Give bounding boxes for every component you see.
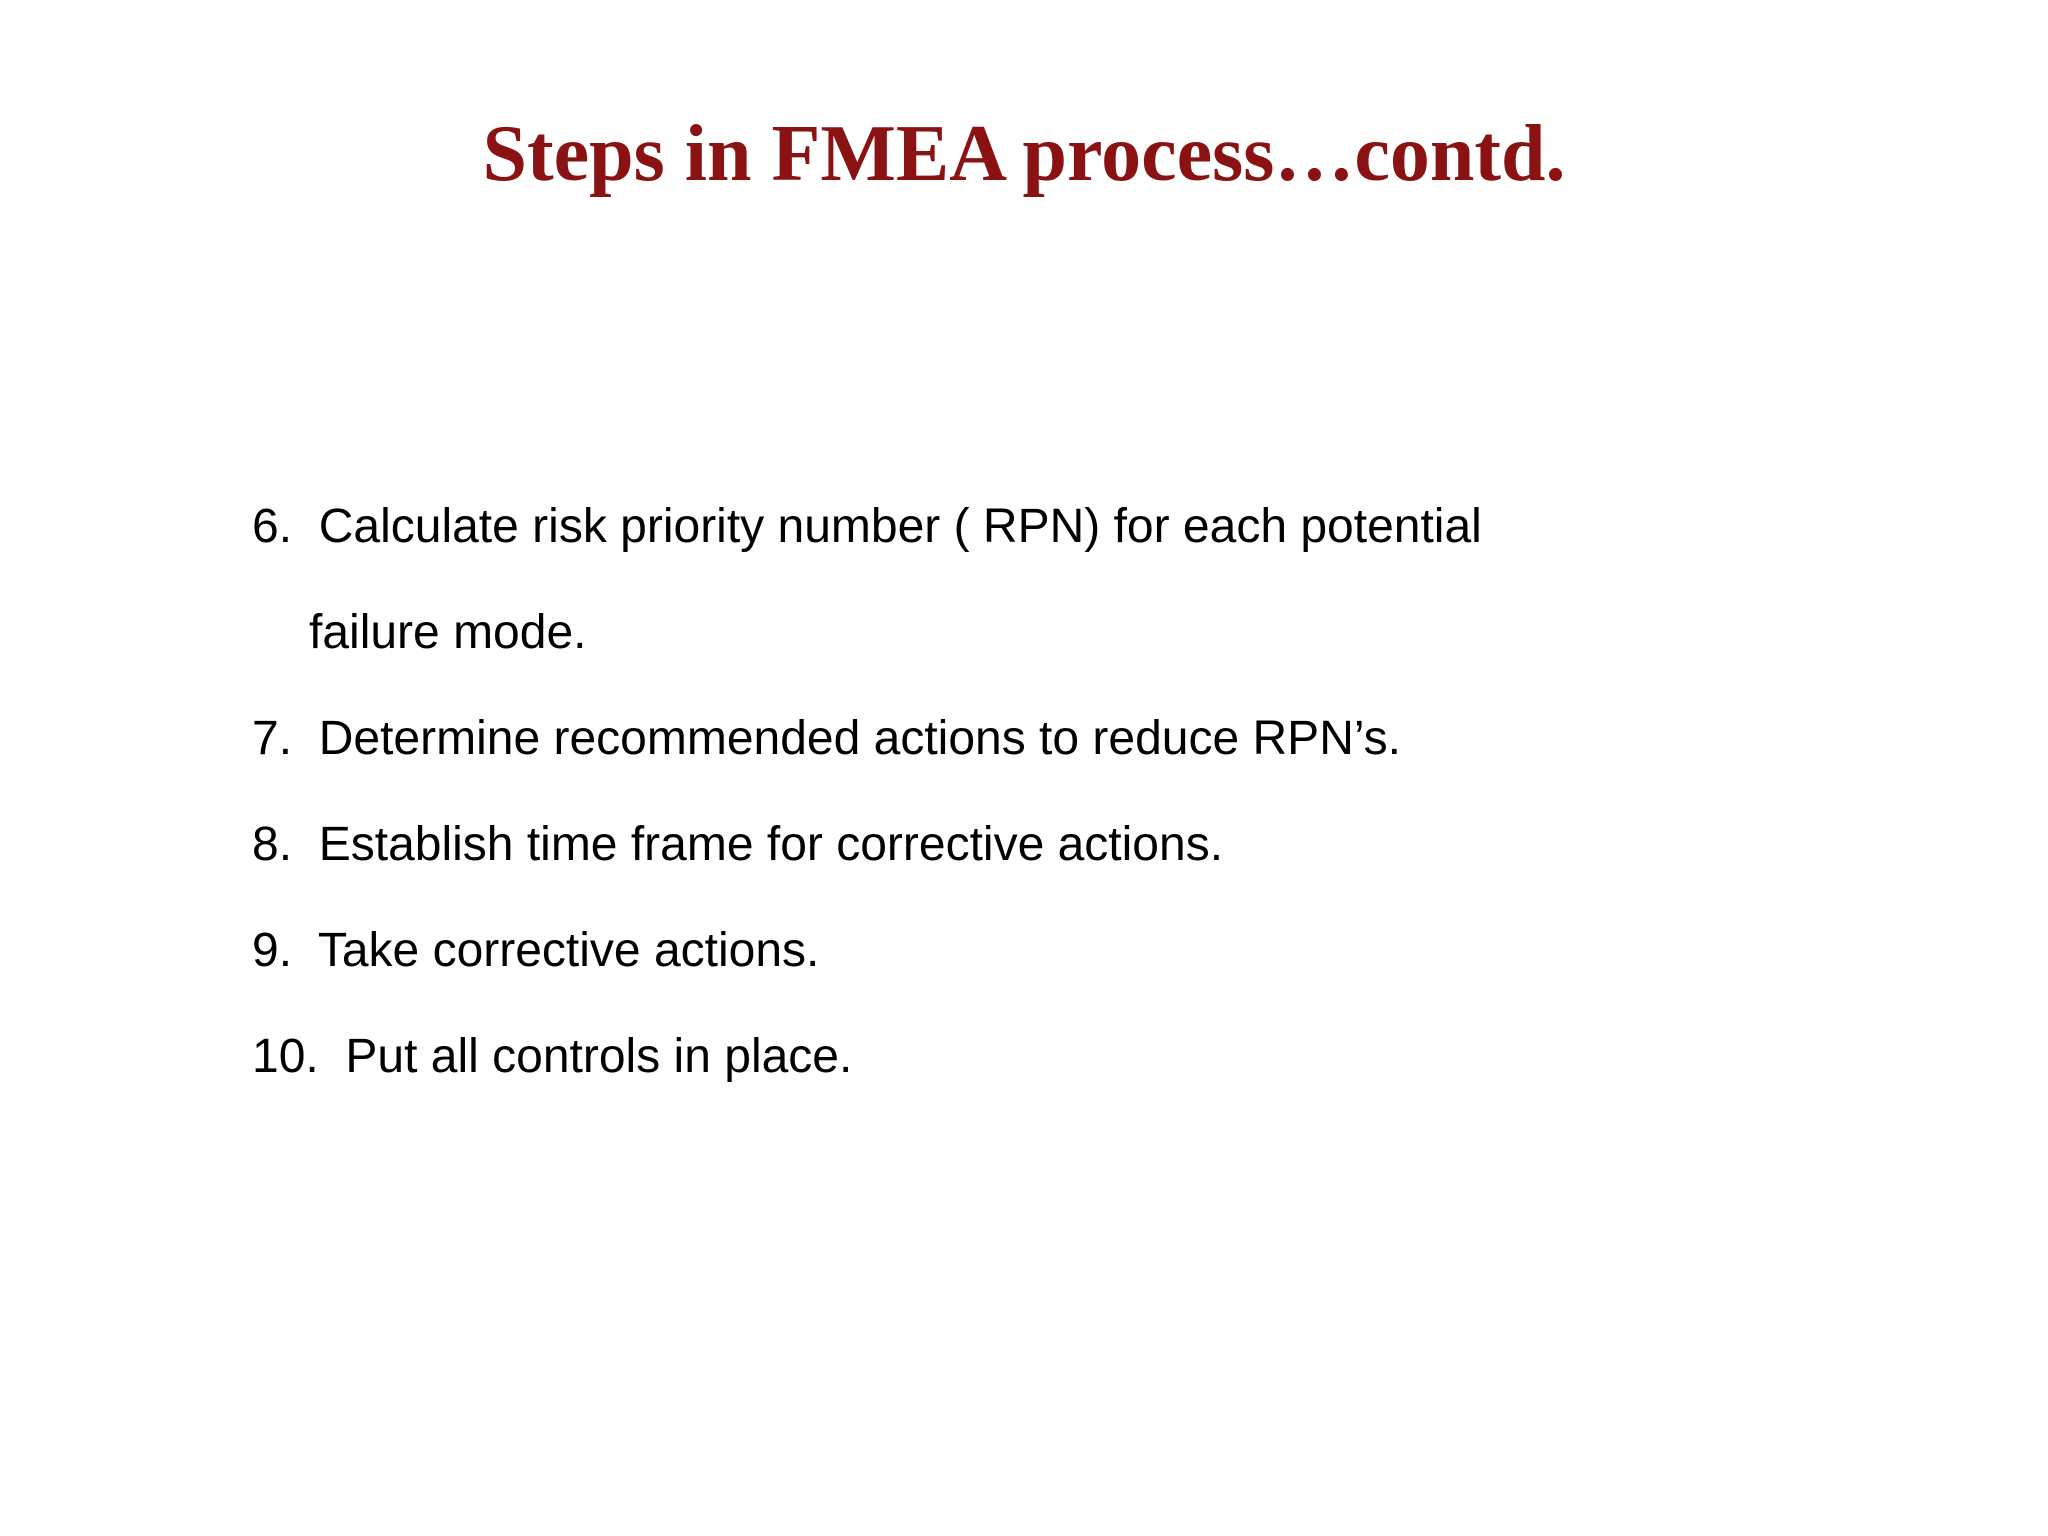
step-text: Determine recommended actions to reduce RPN’s. bbox=[318, 712, 1401, 765]
step-text: Calculate risk priority number ( RPN) for each potential bbox=[318, 500, 1482, 553]
step-number: 8. bbox=[252, 818, 306, 871]
step-item bbox=[252, 1020, 1482, 1126]
step-number: 7. bbox=[252, 712, 306, 765]
step-number: 9. bbox=[252, 924, 306, 977]
steps-list bbox=[252, 490, 1482, 1126]
step-text-continuation: failure mode. bbox=[309, 606, 587, 659]
step-item bbox=[252, 490, 1482, 702]
step-text: Put all controls in place. bbox=[345, 1030, 853, 1083]
step-text: Establish time frame for corrective actions. bbox=[318, 818, 1224, 871]
slide-title: Steps in FMEA process…contd. bbox=[482, 110, 1566, 198]
step-number: 6. bbox=[252, 500, 306, 553]
step-text: Take corrective actions. bbox=[317, 924, 820, 977]
step-number: 10. bbox=[252, 1030, 333, 1083]
step-item bbox=[252, 808, 1482, 914]
step-item bbox=[252, 914, 1482, 1020]
step-item bbox=[252, 702, 1482, 808]
